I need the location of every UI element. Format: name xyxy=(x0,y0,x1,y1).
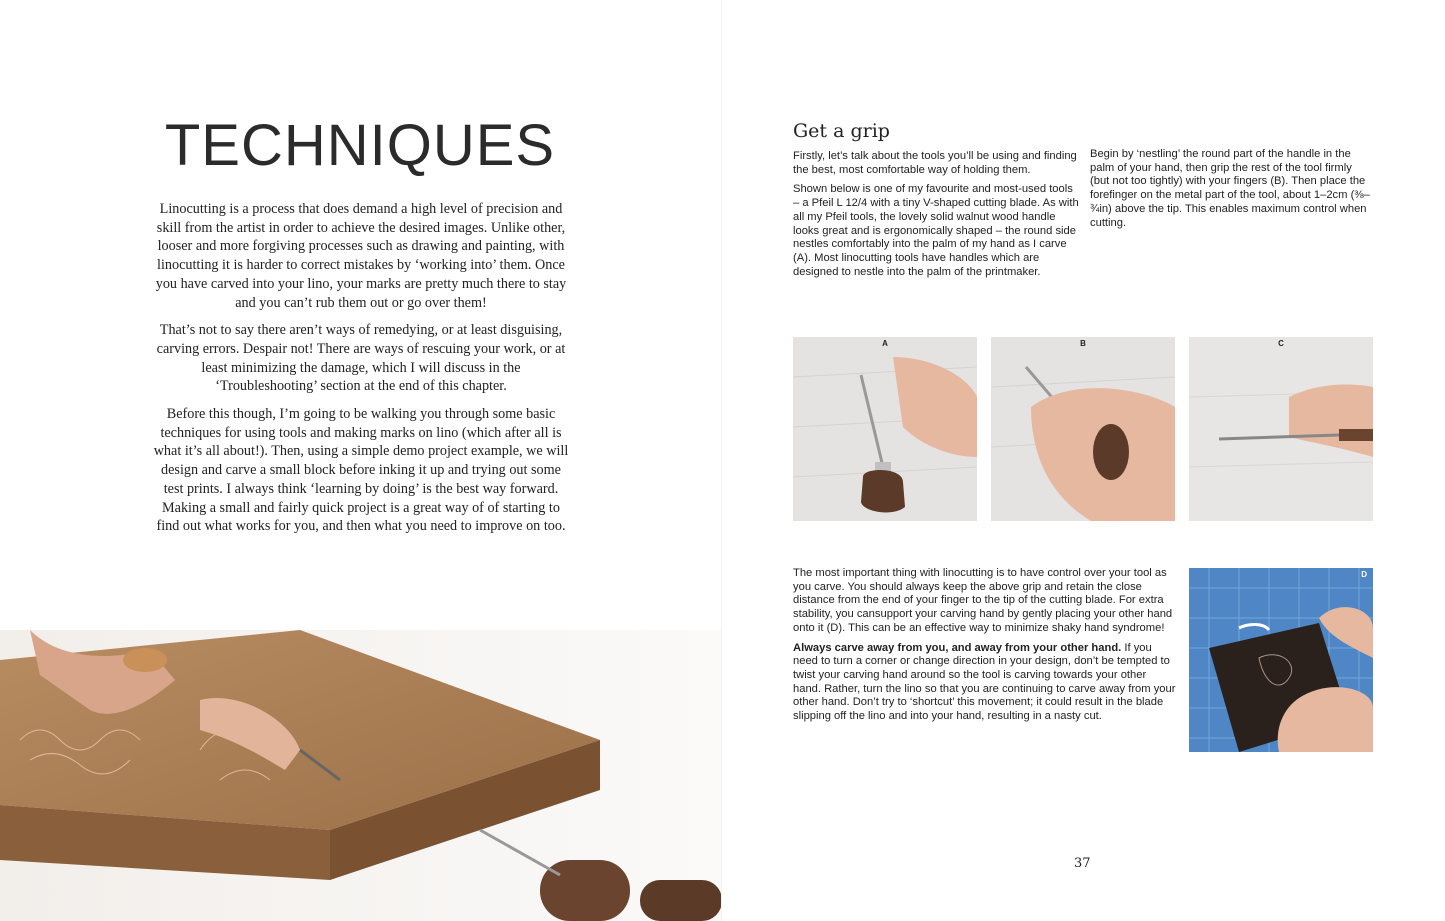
page-number: 37 xyxy=(1074,856,1091,871)
text-column-2 xyxy=(1090,148,1370,236)
intro-paragraph-1: Linocutting is a process that does demand a high level of precision and skill from the artist in order to achieve the desired images. Unlike other, looser and more forgiving processes such as drawing and painting, with linocutting it is harder to correct mistakes by ‘working into’ them. Once you have carved into your lino, your marks are pretty much there to stay and you can’t rub them out or go over them! xyxy=(155,201,567,311)
right-page xyxy=(722,0,1445,921)
col2-paragraph-1: Begin by ‘nestling’ the round part of the handle in the palm of your hand, then grip the rest of the tool firmly (but not too tightly) with your fingers (B). Then place the forefinger on the metal part of the tool, about 1–2cm (⅜–¾in) above the tip. This enables maximum control when cutting. xyxy=(1090,148,1370,229)
chapter-title: TECHNIQUES xyxy=(164,113,556,178)
photo-a xyxy=(793,337,977,521)
photo-d xyxy=(1189,568,1373,752)
section-heading: Get a grip xyxy=(793,120,890,142)
text-column-3 xyxy=(793,567,1177,730)
text-column-1 xyxy=(793,150,1079,285)
photo-c xyxy=(1189,337,1373,521)
photo-d-label: D xyxy=(1361,570,1367,579)
photo-a-label: A xyxy=(882,339,888,348)
intro-paragraph-2: That’s not to say there aren’t ways of remedying, or at least disguising, carving errors. Despair not! There are ways of rescuing your work, or at least minimizing the damage, which I will discuss in the ‘Troubleshooting’ section at the end of this chapter. xyxy=(156,322,566,395)
col1-paragraph-2: Shown below is one of my favourite and most-used tools – a Pfeil L 12/4 with a tiny V-shaped cutting blade. As with all my Pfeil tools, the lovely solid walnut wood handle looks great and is ergonomically shaped – the round side nestles comfortably into the palm of my hand as I carve (A). Most linocutting tools have handles which are designed to nestle into the palm of the printmaker. xyxy=(793,183,1079,278)
col1-paragraph-1: Firstly, let’s talk about the tools you’ll be using and finding the best, most comfortable way of holding them. xyxy=(793,150,1077,176)
safety-rule-text: If you need to turn a corner or change direction in your design, don’t be tempted to twist your carving hand around so the tool is carving towards your other hand. Rather, turn the lino so that you are continuing to carve away from your other hand. Don’t try to ‘shortcut’ this movement; it could result in the blade slipping off the lino and into your hand, resulting in a nasty cut. xyxy=(793,641,1176,723)
safety-rule-bold: Always carve away from you, and away from your other hand. xyxy=(793,641,1122,654)
photo-b xyxy=(991,337,1175,521)
carving-photo xyxy=(0,630,722,921)
photo-b-label: B xyxy=(1080,339,1086,348)
left-page xyxy=(0,0,722,921)
col3-paragraph-1: The most important thing with linocutting is to have control over your tool as you carve. You should always keep the above grip and retain the close distance from the end of your finger to the tip of the cutting blade. For extra stability, you cansupport your carving hand by gently placing your other hand onto it (D). This can be an effective way to minimize shaky hand syndrome! xyxy=(793,567,1173,634)
col3-paragraph-2 xyxy=(793,642,1177,724)
intro-text xyxy=(150,200,572,545)
intro-paragraph-3: Before this though, I’m going to be walking you through some basic techniques for using tools and making marks on lino (which after all is what it’s all about!). Then, using a simple demo project example, we will design and carve a small block before inking it up and trying out some test prints. I always think ‘learning by doing’ is the best way forward. Making a small and fairly quick project is a great way of of starting to find out what works for you, and then what you need to improve on too. xyxy=(153,406,569,535)
photo-c-label: C xyxy=(1278,339,1284,348)
